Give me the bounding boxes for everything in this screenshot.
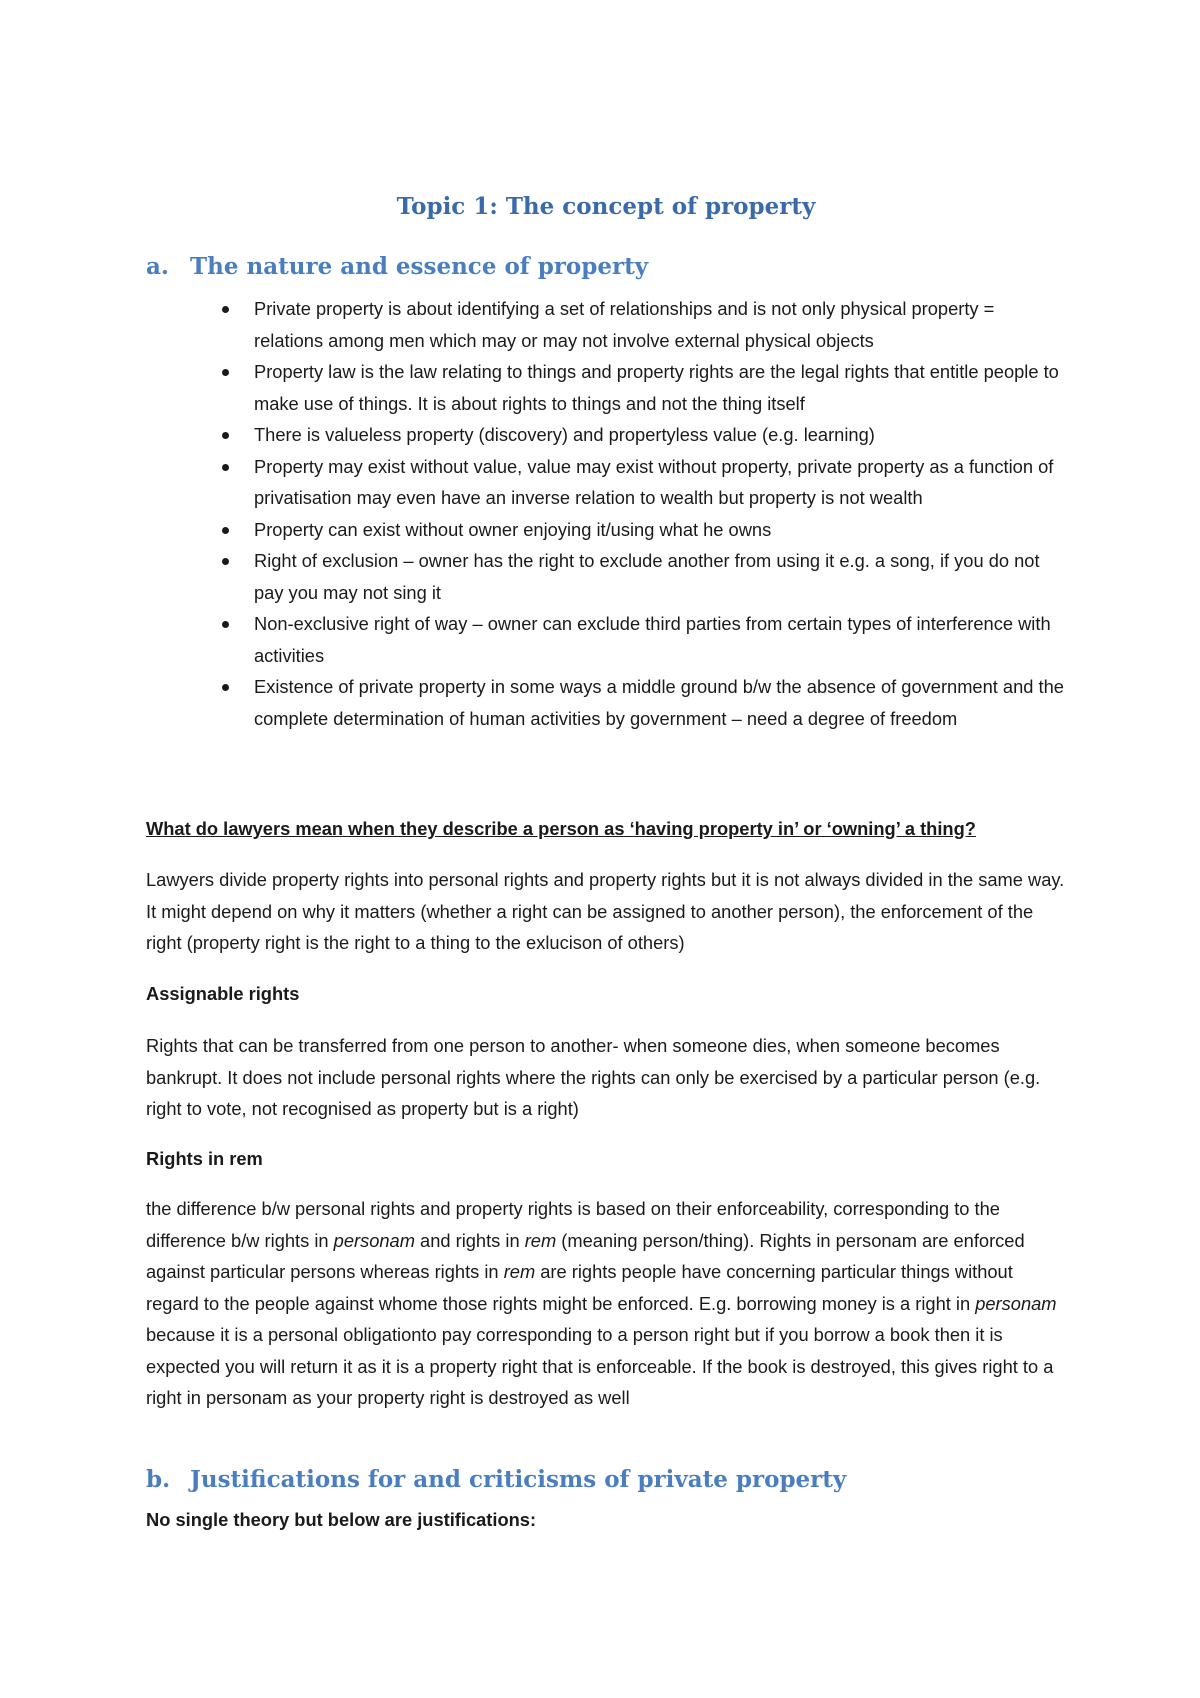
text-run: (meaning person/thing). Rights in personam are enforced against particular persons whereas rights in <box>146 1229 1025 1282</box>
bullet-icon <box>222 369 229 376</box>
list-item-text: Existence of private property in some ways a middle ground b/w the absence of government and the complete determination of human activities by government – need a degree of freedom <box>254 676 1064 729</box>
list-item <box>254 451 1064 514</box>
text-run: are rights people have concerning particular things without regard to the people against whome those rights might be enforced. E.g. borrowing money is a right in <box>146 1261 1013 1314</box>
section-a-heading <box>146 253 648 280</box>
bullet-icon <box>222 464 229 471</box>
rights-in-rem-heading: Rights in rem <box>146 1148 263 1169</box>
text-run: the difference b/w personal rights and property rights is based on their enforceability, corresponding to the difference b/w rights in <box>146 1198 1000 1251</box>
list-item <box>254 356 1064 419</box>
section-b-title: Justifications for and criticisms of private property <box>190 1466 847 1493</box>
list-item <box>254 545 1064 608</box>
bullet-icon <box>222 558 229 565</box>
justifications-intro: No single theory but below are justifications: <box>146 1509 537 1530</box>
bullet-icon <box>222 621 229 628</box>
list-item <box>254 671 1064 734</box>
text-run: because it is a personal obligationto pay corresponding to a person right but if you borrow a book then it is expected you will return it as it is a property right that is enforceable. If the book is destroyed, this gives right to a right in personam as your property right is destroyed as well <box>146 1324 1054 1408</box>
section-a-letter: a. <box>146 253 169 280</box>
list-item-text: Property may exist without value, value may exist without property, private property as a function of privatisation may even have an inverse relation to wealth but property is not wealth <box>254 455 1054 508</box>
bullet-icon <box>222 306 229 313</box>
italic-term: rem <box>524 1229 557 1251</box>
lawyers-paragraph: Lawyers divide property rights into personal rights and property rights but it is not always divided in the same way. It might depend on why it matters (whether a right can be assigned to another person), the enforcement of the right (property right is the right to a thing to the exlucison of others) <box>146 869 1065 953</box>
page-title: Topic 1: The concept of property <box>396 193 816 220</box>
italic-term: personam <box>333 1229 415 1251</box>
list-item <box>254 608 1064 671</box>
text-run: and rights in <box>414 1229 525 1251</box>
rights-in-rem-paragraph <box>146 1193 1066 1414</box>
bullet-icon <box>222 684 229 691</box>
bullet-icon <box>222 432 229 439</box>
list-item <box>254 293 1064 356</box>
italic-term: personam <box>975 1292 1057 1314</box>
nature-bullet-list <box>254 293 1064 734</box>
list-item-text: Right of exclusion – owner has the right to exclude another from using it e.g. a song, if you do not pay you may not sing it <box>254 550 1040 603</box>
list-item-text: Non-exclusive right of way – owner can exclude third parties from certain types of interference with activities <box>254 613 1051 666</box>
list-item-text: Private property is about identifying a set of relationships and is not only physical property = relations among men which may or may not involve external physical objects <box>254 298 995 351</box>
section-b-letter: b. <box>146 1466 171 1493</box>
list-item <box>254 419 1064 451</box>
section-a-title: The nature and essence of property <box>190 253 649 280</box>
assignable-rights-heading: Assignable rights <box>146 983 300 1004</box>
list-item <box>254 514 1064 546</box>
lawyers-question-heading: What do lawyers mean when they describe a person as ‘having property in’ or ‘owning’ a thing? <box>146 818 976 839</box>
section-b-heading <box>146 1466 846 1493</box>
list-item-text: Property can exist without owner enjoying it/using what he owns <box>254 518 772 540</box>
bullet-icon <box>222 527 229 534</box>
list-item-text: There is valueless property (discovery) and propertyless value (e.g. learning) <box>254 424 875 445</box>
italic-term: rem <box>503 1261 536 1282</box>
list-item-text: Property law is the law relating to things and property rights are the legal rights that entitle people to make use of things. It is about rights to things and not the thing itself <box>254 361 1059 414</box>
assignable-rights-paragraph: Rights that can be transferred from one person to another- when someone dies, when someone becomes bankrupt. It does not include personal rights where the rights can only be exercised by a particular person (e.g. right to vote, not recognised as property but is a right) <box>146 1035 1041 1119</box>
